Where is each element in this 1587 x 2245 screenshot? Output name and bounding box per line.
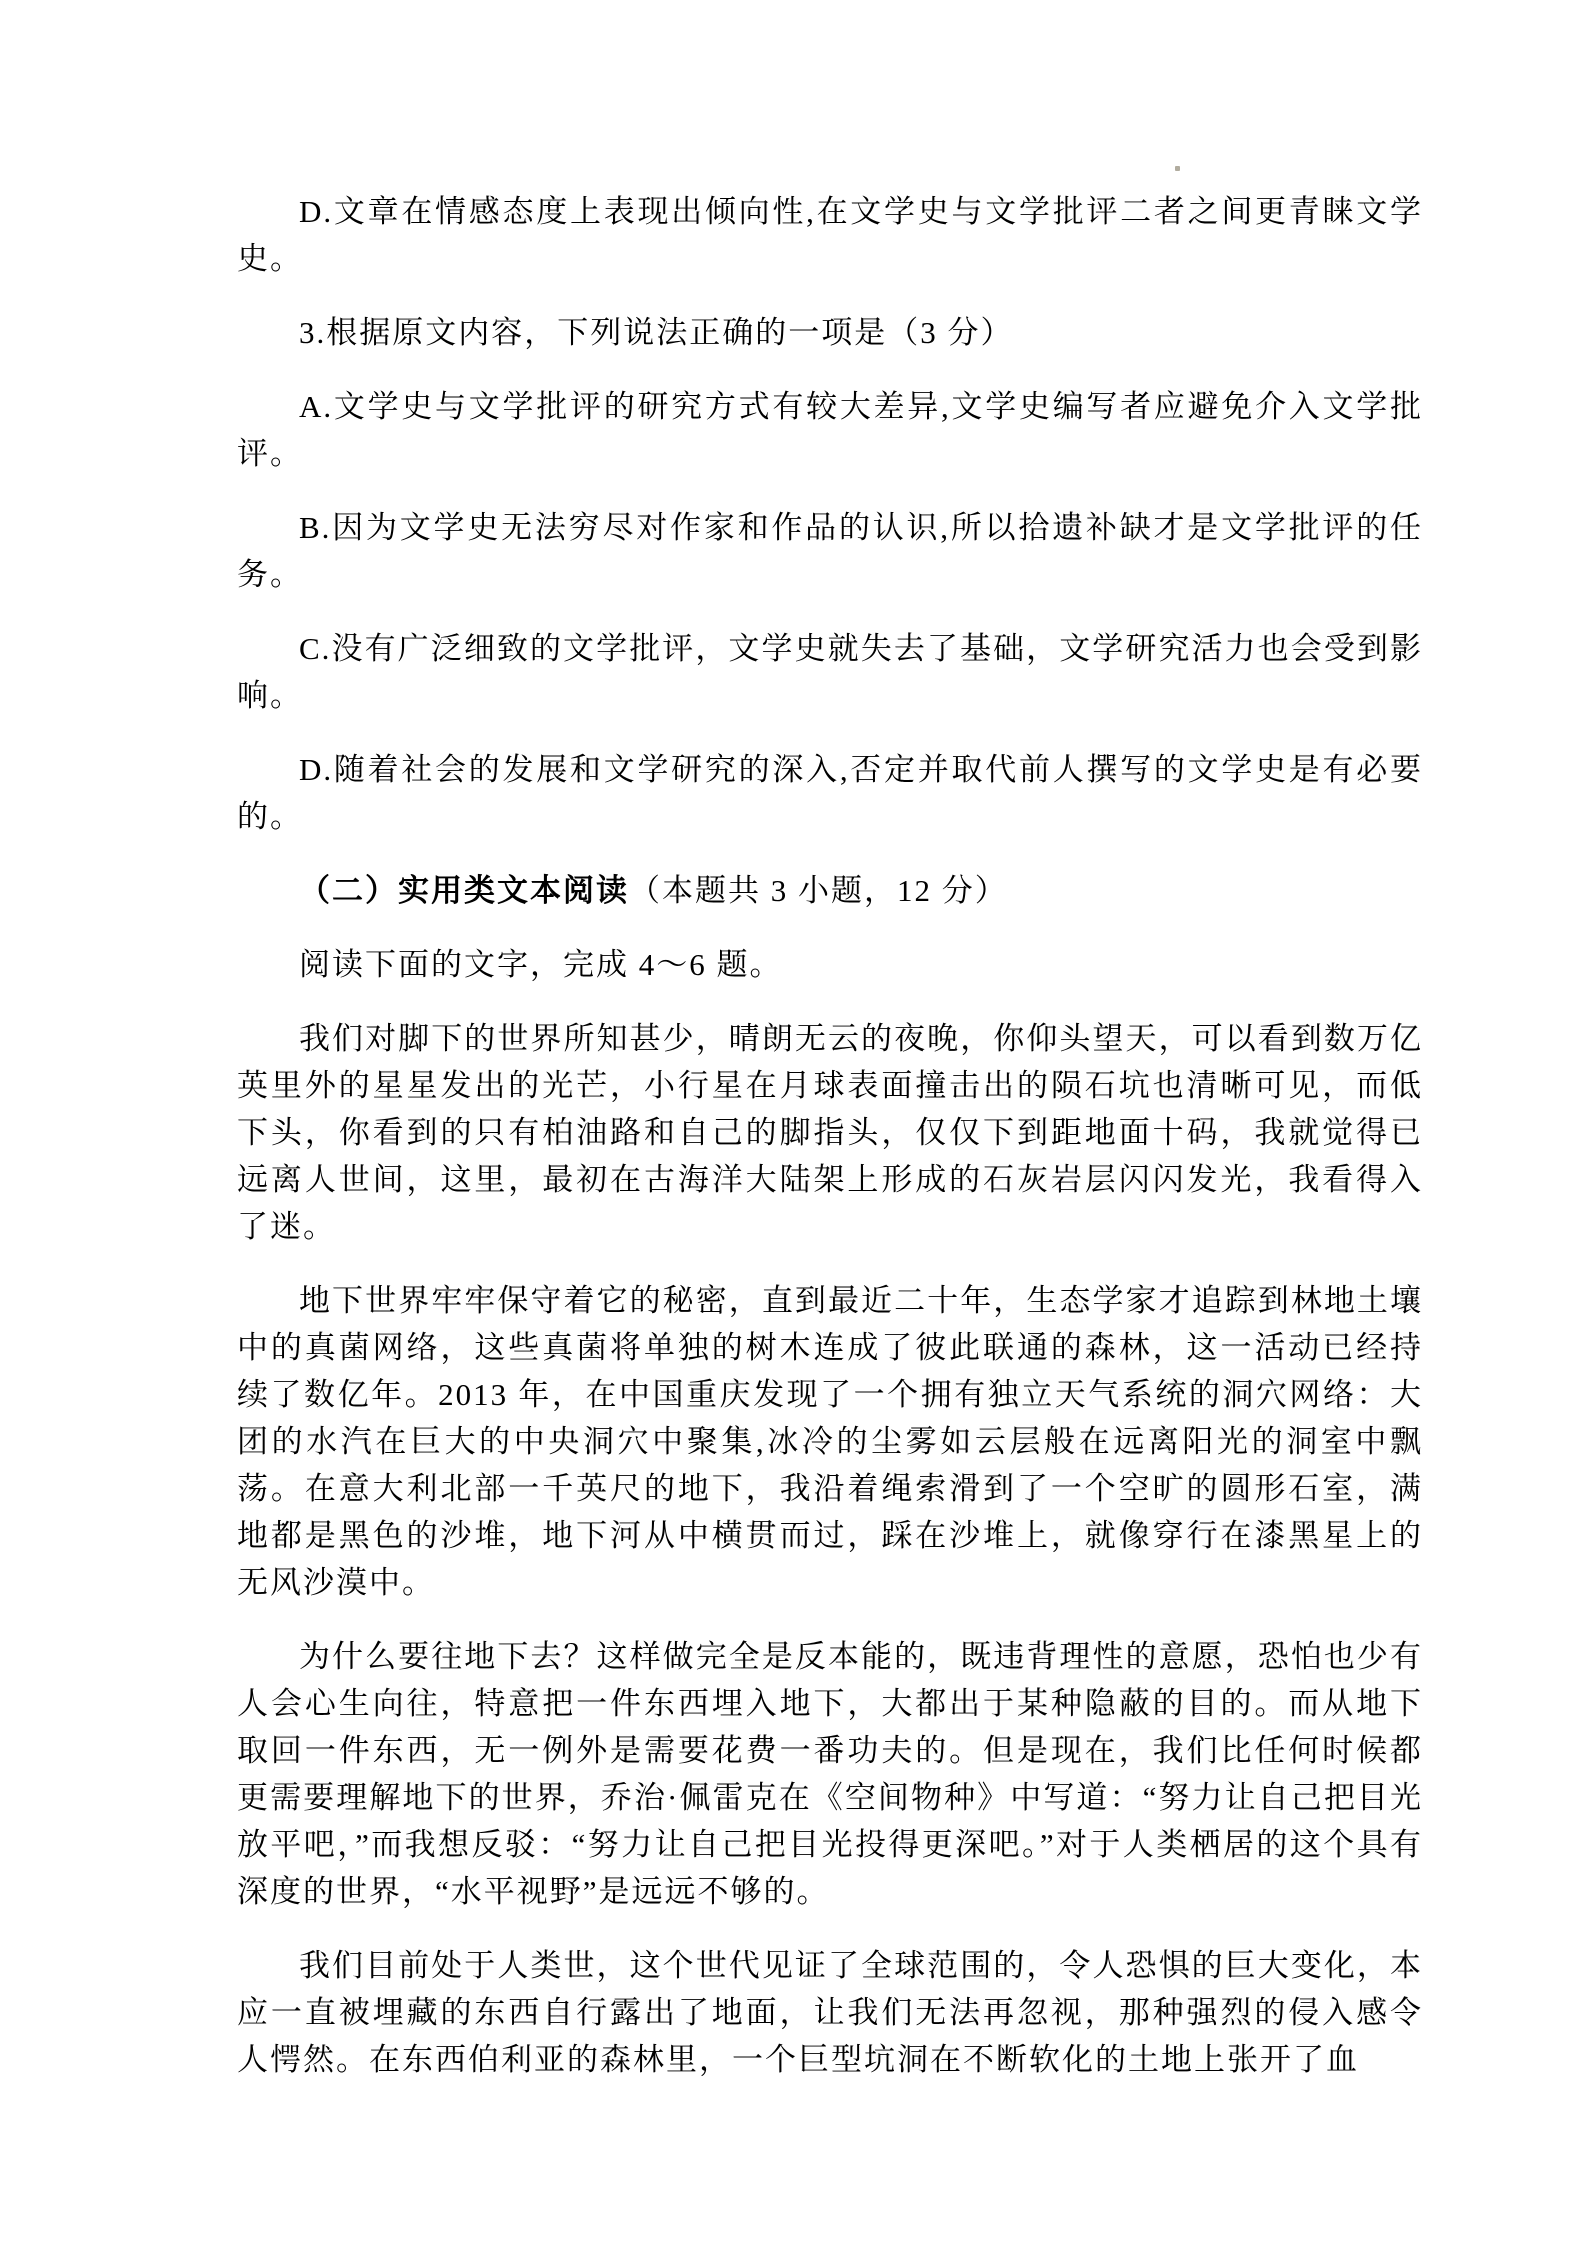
section-2-heading: [237, 867, 1423, 914]
passage-paragraph-2: 地下世界牢牢保守着它的秘密，直到最近二十年，生态学家才追踪到林地土壤中的真菌网络，这些真菌将单独的树木连成了彼此联通的森林，这一活动已经持续了数亿年。2013 年，在中国重庆发现了一个拥有独立天气系统的洞穴网络：大团的水汽在巨大的中央洞穴中聚集,冰冷的尘雾如云层般在远离阳光的洞室中飘荡。在意大利北部一千英尺的地下，我沿着绳索滑到了一个空旷的圆形石室，满地都是黑色的沙堆，地下河从中横贯而过，踩在沙堆上，就像穿行在漆黑星上的无风沙漠中。: [237, 1283, 1423, 1600]
scan-artifact-dot: [1175, 166, 1180, 171]
text-column: [237, 188, 1423, 2083]
section-2-heading-points: （本题共 3 小题，12 分）: [629, 873, 1008, 908]
passage-paragraph-3: 为什么要往地下去？这样做完全是反本能的，既违背理性的意愿，恐怕也少有人会心生向往，特意把一件东西埋入地下，大都出于某种隐蔽的目的。而从地下取回一件东西，无一例外是需要花费一番功夫的。但是现在，我们比任何时候都更需要理解地下的世界，乔治·佩雷克在《空间物种》中写道：“努力让自己把目光放平吧，”而我想反驳：“努力让自己把目光投得更深吧。”对于人类栖居的这个具有深度的世界，“水平视野”是远远不够的。: [237, 1639, 1423, 1909]
passage-paragraph-4: 我们目前处于人类世，这个世代见证了全球范围的，令人恐惧的巨大变化，本应一直被埋藏的东西自行露出了地面，让我们无法再忽视，那种强烈的侵入感令人愕然。在东西伯利亚的森林里，一个巨型坑洞在不断软化的土地上张开了血: [237, 1948, 1423, 2077]
question-3: 3.根据原文内容，下列说法正确的一项是（3 分）: [299, 315, 1014, 350]
section-2-heading-title: （二）实用类文本阅读: [299, 873, 629, 908]
question-3-option-d: D.随着社会的发展和文学研究的深入,否定并取代前人撰写的文学史是有必要的。: [237, 752, 1423, 834]
reading-instruction: 阅读下面的文字，完成 4～6 题。: [299, 947, 783, 982]
passage-paragraph-1: 我们对脚下的世界所知甚少，晴朗无云的夜晚，你仰头望天，可以看到数万亿英里外的星星发出的光芒，小行星在月球表面撞击出的陨石坑也清晰可见，而低下头，你看到的只有柏油路和自己的脚指头，仅仅下到距地面十码，我就觉得已远离人世间，这里，最初在古海洋大陆架上形成的石灰岩层闪闪发光，我看得入了迷。: [237, 1021, 1423, 1244]
question-3-option-a: A.文学史与文学批评的研究方式有较大差异,文学史编写者应避免介入文学批评。: [237, 389, 1423, 471]
question-3-option-c: C.没有广泛细致的文学批评，文学史就失去了基础，文学研究活力也会受到影响。: [237, 631, 1423, 713]
question-3-option-b: B.因为文学史无法穷尽对作家和作品的认识,所以拾遗补缺才是文学批评的任务。: [237, 510, 1423, 592]
option-d-previous-question: D.文章在情感态度上表现出倾向性,在文学史与文学批评二者之间更青睐文学史。: [237, 194, 1423, 276]
